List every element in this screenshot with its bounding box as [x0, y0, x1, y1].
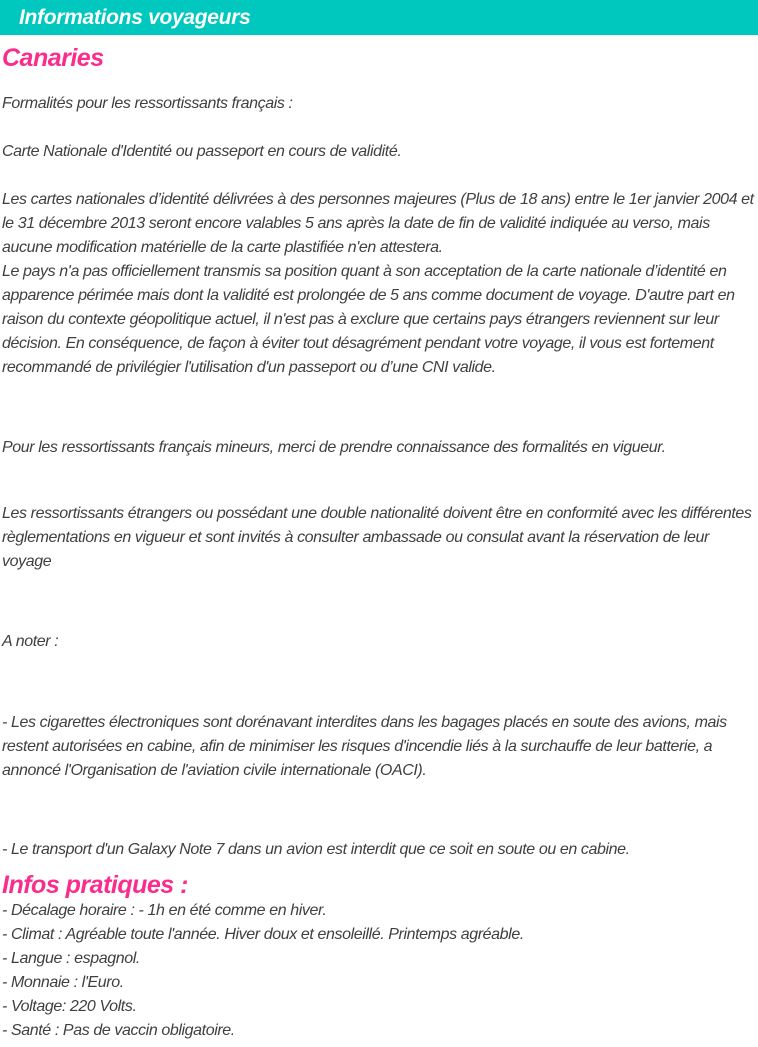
- section-heading-infos-pratiques: Infos pratiques :: [2, 871, 188, 899]
- paragraph-validite-cni: [2, 188, 758, 380]
- page-title: Informations voyageurs: [19, 6, 251, 29]
- paragraph-carte-identite: Carte Nationale d'Identité ou passeport en cours de validité.: [2, 143, 402, 160]
- list-item-voltage: - Voltage: 220 Volts.: [2, 998, 137, 1015]
- header-bar: [0, 0, 758, 35]
- list-item-monnaie: - Monnaie : l'Euro.: [2, 974, 124, 991]
- list-item-climat: - Climat : Agréable toute l'année. Hiver doux et ensoleillé. Printemps agréable.: [2, 926, 524, 943]
- infos-pratiques-list: [2, 899, 758, 1043]
- paragraph-cartes-majeures: Les cartes nationales d’identité délivrées à des personnes majeures (Plus de 18 ans) entre le 1er janvier 2004 et le 31 décembre 2013 seront encore valables 5 ans après la date de fin de validité indiquée au verso, mais aucune modification matérielle de la carte plastifiée n'en attestera.: [2, 191, 754, 256]
- paragraph-etrangers: Les ressortissants étrangers ou possédant une double nationalité doivent être en conformité avec les différentes règlementations en vigueur et sont invités à consulter ambassade ou consulat avant la réservation de leur voyage: [2, 505, 752, 570]
- list-item-langue: - Langue : espagnol.: [2, 950, 140, 967]
- paragraph-a-noter: A noter :: [2, 633, 59, 650]
- paragraph-cigarettes-electroniques: - Les cigarettes électroniques sont dorénavant interdites dans les bagages placés en soute des avions, mais restent autorisées en cabine, afin de minimiser les risques d'incendie liés à la surchauffe de leur batterie, a annoncé l'Organisation de l'aviation civile internationale (OACI).: [2, 714, 727, 779]
- list-item-sante: - Santé : Pas de vaccin obligatoire.: [2, 1022, 235, 1039]
- content-area: [0, 44, 758, 1043]
- paragraph-galaxy-note: - Le transport d'un Galaxy Note 7 dans un avion est interdit que ce soit en soute ou en cabine.: [2, 841, 630, 858]
- paragraph-mineurs: Pour les ressortissants français mineurs, merci de prendre connaissance des formalités en vigueur.: [2, 439, 666, 456]
- paragraph-formalites: Formalités pour les ressortissants français :: [2, 95, 293, 112]
- list-item-decalage-horaire: - Décalage horaire : - 1h en été comme en hiver.: [2, 902, 327, 919]
- paragraph-pays-position: Le pays n'a pas officiellement transmis sa position quant à son acceptation de la carte nationale d’identité en apparence périmée mais dont la validité est prolongée de 5 ans comme document de voyage. D'autre part en raison du contexte géopolitique actuel, il n'est pas à exclure que certains pays étrangers reviennent sur leur décision. En conséquence, de façon à éviter tout désagrément pendant votre voyage, il vous est fortement recommandé de privilégier l'utilisation d'un passeport ou d’une CNI valide.: [2, 263, 735, 376]
- section-heading-canaries: Canaries: [2, 44, 104, 72]
